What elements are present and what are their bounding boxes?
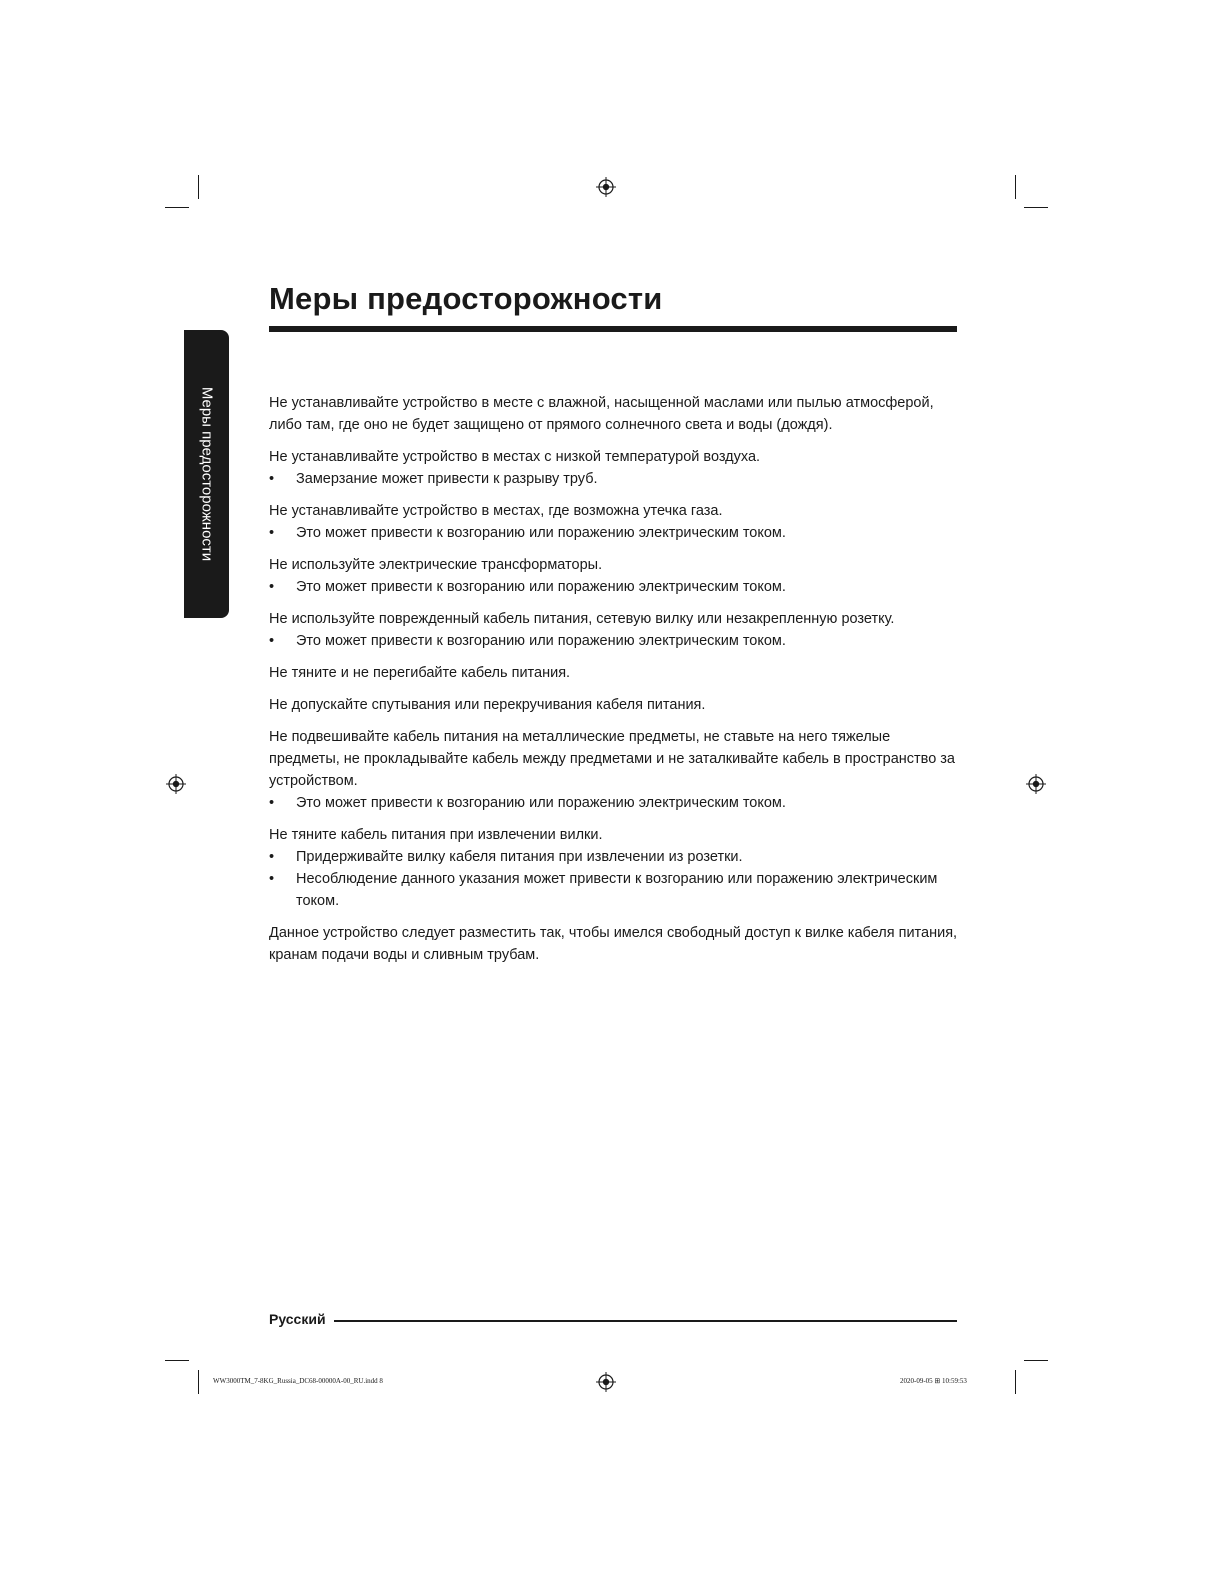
bullet-list bbox=[269, 522, 959, 544]
bullet-item: • Несоблюдение данного указания может привести к возгоранию или поражению электрическим током. bbox=[269, 868, 959, 912]
section-text: Не тяните и не перегибайте кабель питания. bbox=[269, 665, 571, 681]
section-text: Не устанавливайте устройство в местах с низкой температурой воздуха. bbox=[269, 449, 761, 465]
section-text: Не устанавливайте устройство в местах, где возможна утечка газа. bbox=[269, 503, 723, 519]
crop-mark bbox=[165, 1360, 189, 1361]
safety-content bbox=[269, 392, 959, 976]
bullet-list bbox=[269, 576, 959, 598]
print-slug-file: WW3000TM_7-8KG_Russia_DC68-00000A-00_RU.indd 8 bbox=[213, 1377, 383, 1385]
crop-mark bbox=[1024, 1360, 1048, 1361]
section-text: Не устанавливайте устройство в месте с влажной, насыщенной маслами или пылью атмосферой, либо там, где оно не будет защищено от прямого солнечного света и воды (дождя). bbox=[269, 395, 934, 433]
bullet-item: • Это может привести к возгоранию или поражению электрическим током. bbox=[269, 576, 959, 598]
section-text: Не допускайте спутывания или перекручивания кабеля питания. bbox=[269, 697, 706, 713]
bullet-item: • Придерживайте вилку кабеля питания при извлечении из розетки. bbox=[269, 846, 959, 868]
section-text: Не используйте электрические трансформаторы. bbox=[269, 557, 603, 573]
crop-mark bbox=[198, 1370, 199, 1394]
bullet-list bbox=[269, 468, 959, 490]
registration-mark-icon bbox=[1026, 774, 1046, 794]
footer-rule bbox=[334, 1320, 957, 1322]
bullet-list bbox=[269, 630, 959, 652]
section-text: Не тяните кабель питания при извлечении вилки. bbox=[269, 827, 603, 843]
section-text: Не используйте поврежденный кабель питания, сетевую вилку или незакрепленную розетку. bbox=[269, 611, 895, 627]
title-rule bbox=[269, 326, 957, 332]
bullet-item: • Это может привести к возгоранию или поражению электрическим током. bbox=[269, 630, 959, 652]
bullet-list bbox=[269, 846, 959, 912]
side-section-tab bbox=[184, 330, 229, 618]
print-slug-date: 2020-09-05 ⊞ 10:59:53 bbox=[900, 1377, 967, 1385]
bullet-item: • Это может привести к возгоранию или поражению электрическим током. bbox=[269, 792, 959, 814]
bullet-list bbox=[269, 792, 959, 814]
bullet-item: • Это может привести к возгоранию или поражению электрическим током. bbox=[269, 522, 959, 544]
crop-mark bbox=[198, 175, 199, 199]
side-tab-label: Меры предосторожности bbox=[198, 386, 215, 562]
registration-mark-icon bbox=[166, 774, 186, 794]
crop-mark bbox=[165, 207, 189, 208]
registration-mark-icon bbox=[596, 1372, 616, 1392]
section-text: Данное устройство следует разместить так, чтобы имелся свободный доступ к вилке кабеля питания, кранам подачи воды и сливным трубам. bbox=[269, 925, 958, 963]
crop-mark bbox=[1015, 175, 1016, 199]
crop-mark bbox=[1024, 207, 1048, 208]
crop-mark bbox=[1015, 1370, 1016, 1394]
section-text: Не подвешивайте кабель питания на металлические предметы, не ставьте на него тяжелые предметы, не прокладывайте кабель между предметами и не заталкивайте кабель в пространство за устройством. bbox=[269, 729, 955, 789]
registration-mark-icon bbox=[596, 177, 616, 197]
page-title: Меры предосторожности bbox=[269, 281, 663, 316]
footer-language: Русский bbox=[269, 1311, 326, 1327]
bullet-item: • Замерзание может привести к разрыву труб. bbox=[269, 468, 959, 490]
